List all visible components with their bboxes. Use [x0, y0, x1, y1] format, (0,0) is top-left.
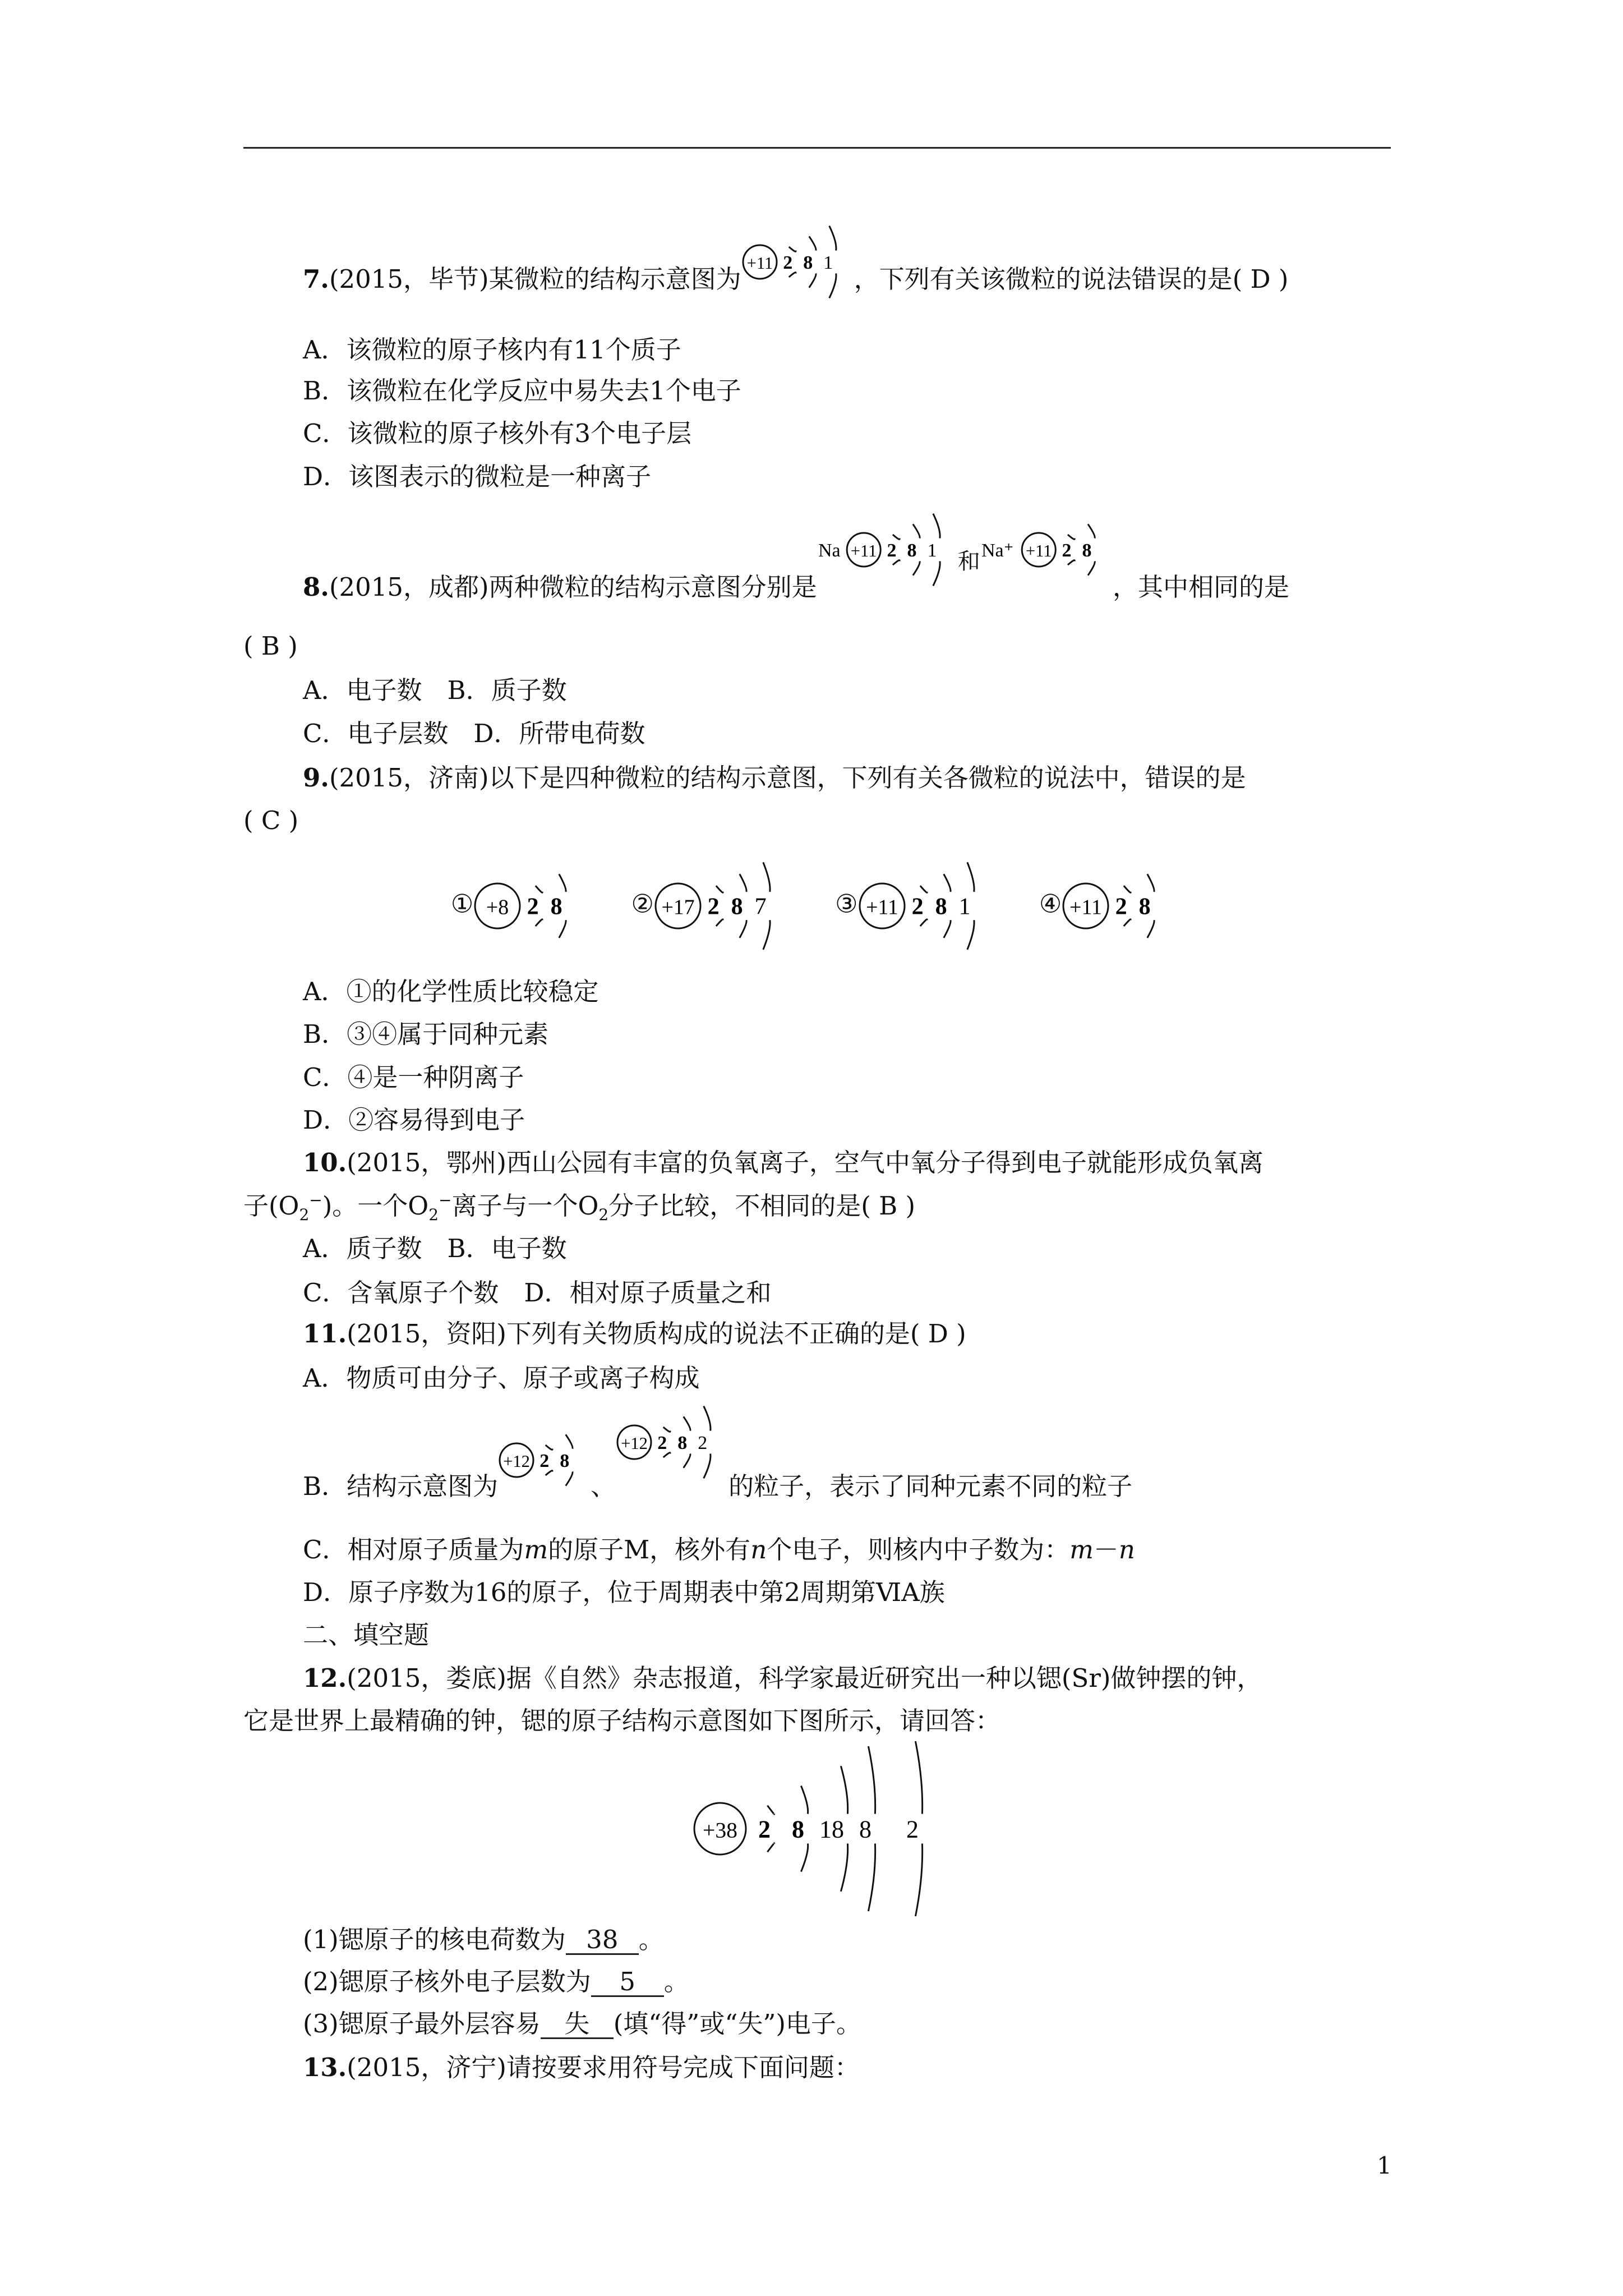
subscript: 2 — [428, 1205, 439, 1224]
nucleus-charge: +11 — [850, 541, 877, 560]
electron-shell-arc-lower — [892, 560, 899, 565]
sub-question-text: (2)锶原子核外电子层数为 — [303, 1967, 591, 1996]
sub-question-text: (填“得”或“失”)电子。 — [613, 2009, 861, 2039]
sub-question-text: (3)锶原子最外层容易 — [303, 2009, 541, 2039]
stem-text: 分子比较，不相同的是( B ) — [608, 1191, 916, 1221]
options-ab: A．电子数 B．质子数 — [303, 675, 567, 705]
electron-shell-arc-upper — [740, 874, 746, 892]
option-c — [303, 1534, 1135, 1566]
element-symbol: Na⁺ — [981, 540, 1014, 561]
stem-text: ，下列有关该微粒的说法错误的是( D ) — [854, 264, 1289, 294]
stem-text: (2015，成都)两种微粒的结构示意图分别是 — [329, 572, 817, 602]
question-7-stem — [303, 252, 1289, 295]
question-number: 9. — [303, 763, 329, 793]
stem-text: (2015，娄底)据《自然》杂志报道，科学家最近研究出一种以锶(Sr)做钟摆的钟， — [347, 1663, 1262, 1693]
electron-shell-arc-lower — [559, 920, 566, 938]
atom-svg — [498, 1412, 591, 1508]
nucleus-charge: +11 — [1025, 541, 1052, 560]
nucleus-charge: +11 — [865, 895, 898, 919]
option-d: D．②容易得到电子 — [303, 1105, 525, 1135]
variable-m: m — [524, 1535, 548, 1565]
option-c: C．④是一种阴离子 — [303, 1062, 524, 1092]
nucleus-charge: +11 — [1069, 895, 1103, 919]
atom-svg — [817, 502, 958, 597]
shell-electron-count: 2 — [1115, 894, 1127, 920]
question-number: 11. — [303, 1319, 347, 1349]
electron-shell-arc-lower — [801, 1843, 808, 1871]
answer-blank[interactable]: 失 — [541, 2010, 614, 2039]
option-text: 的粒子，表示了同种元素不同的粒子 — [728, 1471, 1133, 1501]
page-number: 1 — [1377, 2152, 1392, 2179]
atom-diagram-sr — [693, 1739, 931, 1918]
question-10-stem-cont — [243, 1190, 915, 1222]
question-13-stem — [303, 2052, 860, 2083]
option-a: A．该微粒的原子核内有11个质子 — [303, 335, 681, 365]
electron-shell-arc-lower — [684, 1453, 690, 1467]
electron-shell-arc-upper — [1088, 524, 1095, 538]
electron-shell-arc-upper — [915, 1741, 922, 1814]
electron-shell-arc-lower — [546, 1471, 552, 1475]
shell-electron-count: 8 — [677, 1432, 688, 1453]
atom-diagram-q7 — [741, 252, 854, 295]
electron-shell-arc-lower — [536, 919, 542, 926]
electron-shell-arc-upper — [933, 514, 939, 539]
sub-question-text: 。 — [638, 1925, 664, 1954]
electron-shell-arc-upper — [829, 226, 836, 251]
electron-shell-arc-upper — [566, 1434, 573, 1448]
electron-shell-arc-lower — [920, 919, 926, 926]
shell-electron-count: 2 — [1062, 540, 1072, 561]
electron-shell-arc-upper — [536, 886, 542, 892]
shell-electron-count: 2 — [782, 252, 792, 273]
question-10-stem — [303, 1147, 1264, 1179]
electron-shell-arc-lower — [704, 1453, 711, 1478]
question-number: 13. — [303, 2053, 347, 2082]
electron-shell-arc-upper — [801, 1786, 808, 1814]
electron-shell-arc-upper — [546, 1445, 552, 1450]
variable-m: m — [1069, 1535, 1094, 1565]
option-b — [303, 1432, 1133, 1502]
shell-electron-count: 2 — [887, 540, 897, 561]
electron-shell-arc-lower — [809, 273, 815, 287]
atom-svg — [616, 1395, 728, 1490]
section-heading: 二、填空题 — [303, 1620, 430, 1650]
option-text: B．结构示意图为 — [303, 1471, 499, 1501]
answer-blank[interactable]: 38 — [566, 1926, 639, 1955]
atom-diagram-3 — [858, 853, 992, 959]
electron-shell-arc-upper — [716, 886, 723, 892]
minus-sign: － — [1093, 1535, 1119, 1565]
electron-shell-arc-lower — [740, 920, 746, 938]
stem-text: 和 — [957, 549, 980, 574]
shell-electron-count: 2 — [707, 894, 720, 920]
electron-shell-arc-lower — [663, 1453, 670, 1457]
electron-shell-arc-upper — [704, 1406, 711, 1431]
options-cd: C．含氧原子个数 D．相对原子质量之和 — [303, 1278, 772, 1308]
sub-question-3 — [303, 2008, 861, 2040]
stem-text: (2015，济宁)请按要求用符号完成下面问题： — [347, 2053, 860, 2082]
electron-shell-arc-upper — [767, 1806, 774, 1815]
stem-text: (2015，毕节)某微粒的结构示意图为 — [329, 264, 741, 294]
option-a: A．物质可由分子、原子或离子构成 — [303, 1363, 700, 1393]
answer: ( B ) — [243, 631, 298, 661]
shell-electron-count: 8 — [907, 540, 917, 561]
nucleus-charge: +12 — [503, 1451, 531, 1471]
electron-shell-arc-lower — [868, 1843, 875, 1911]
shell-electron-count: 2 — [527, 894, 539, 920]
electron-shell-arc-lower — [1068, 560, 1075, 565]
option-c: C．该微粒的原子核外有3个电子层 — [303, 418, 692, 448]
atom-svg — [654, 853, 788, 959]
atom-diagram-na — [817, 540, 958, 603]
shell-electron-count: 8 — [560, 1450, 570, 1471]
electron-shell-arc-upper — [892, 535, 899, 539]
shell-electron-count: 8 — [550, 894, 562, 920]
options-cd: C．电子层数 D．所带电荷数 — [303, 719, 645, 748]
atom-svg — [741, 214, 854, 310]
atom-svg — [980, 502, 1113, 597]
shell-electron-count: 2 — [540, 1450, 550, 1471]
marker-1: ① — [450, 889, 474, 919]
electron-shell-arc-lower — [1088, 561, 1095, 575]
subscript: 2 — [598, 1205, 609, 1224]
sub-question-text: (1)锶原子的核电荷数为 — [303, 1925, 566, 1954]
electron-shell-arc-upper — [663, 1427, 670, 1432]
nucleus-charge: +11 — [746, 253, 773, 273]
shell-electron-count: 2 — [906, 1815, 919, 1843]
shell-electron-count: 8 — [859, 1815, 872, 1843]
option-text: 的原子M，核外有 — [548, 1535, 751, 1565]
electron-shell-arc-lower — [967, 920, 974, 950]
answer-blank[interactable]: 5 — [591, 1968, 664, 1997]
option-b: B．③④属于同种元素 — [303, 1019, 549, 1049]
marker-3: ③ — [835, 889, 858, 919]
shell-electron-count: 1 — [927, 540, 937, 561]
electron-shell-arc-upper — [1068, 535, 1075, 539]
electron-shell-arc-upper — [789, 247, 795, 251]
electron-shell-arc-upper — [1147, 874, 1154, 892]
option-text: C．相对原子质量为 — [303, 1535, 524, 1565]
option-a: A．①的化学性质比较稳定 — [303, 977, 599, 1006]
option-text: 、 — [591, 1471, 616, 1501]
stem-text: (2015，鄂州)西山公园有丰富的负氧离子，空气中氧分子得到电子就能形成负氧离 — [347, 1148, 1264, 1177]
question-11-stem — [303, 1318, 966, 1350]
nucleus-charge: +12 — [621, 1433, 648, 1453]
electron-shell-arc-upper — [920, 886, 926, 892]
electron-shell-arc-lower — [912, 561, 919, 575]
question-9-stem — [303, 762, 1246, 794]
electron-shell-arc-upper — [841, 1766, 847, 1814]
electron-shell-arc-upper — [868, 1746, 875, 1814]
stem-text: ，其中相同的是 — [1113, 572, 1290, 602]
shell-electron-count: 1 — [958, 894, 971, 920]
sub-question-1 — [303, 1924, 664, 1955]
electron-shell-arc-lower — [767, 1843, 774, 1852]
superscript: − — [309, 1191, 322, 1209]
electron-shell-arc-upper — [912, 524, 919, 538]
stem-text: (2015，济南)以下是四种微粒的结构示意图，下列有关各微粒的说法中，错误的是 — [329, 763, 1246, 793]
electron-shell-arc-lower — [915, 1843, 922, 1916]
question-number: 10. — [303, 1148, 347, 1177]
q9-diagrams — [0, 853, 1623, 959]
shell-electron-count: 2 — [911, 894, 924, 920]
shell-electron-count: 8 — [731, 894, 743, 920]
stem-text: 子(O — [243, 1191, 299, 1221]
answer: ( C ) — [243, 806, 299, 835]
question-12-stem — [303, 1663, 1262, 1694]
electron-shell-arc-upper — [763, 862, 770, 892]
option-text: 个电子，则核内中子数为： — [767, 1535, 1070, 1565]
electron-shell-arc-upper — [809, 236, 815, 250]
shell-electron-count: 1 — [823, 252, 833, 273]
electron-shell-arc-lower — [1147, 920, 1154, 938]
electron-shell-arc-lower — [763, 920, 770, 950]
variable-n: n — [750, 1535, 767, 1565]
stem-text: )。一个O — [322, 1191, 429, 1221]
shell-electron-count: 2 — [758, 1815, 771, 1843]
atom-svg — [1062, 853, 1172, 959]
question-8-stem — [303, 540, 1290, 603]
question-number: 7. — [303, 264, 329, 294]
electron-shell-arc-lower — [933, 561, 939, 586]
electron-shell-arc-lower — [1124, 919, 1131, 926]
sub-question-2 — [303, 1966, 689, 1998]
option-d: D．原子序数为16的原子，位于周期表中第2周期第ⅥA族 — [303, 1577, 945, 1607]
atom-diagram-1 — [473, 853, 584, 959]
marker-2: ② — [631, 889, 654, 919]
shell-electron-count: 2 — [657, 1432, 667, 1453]
question-12-stem-cont: 它是世界上最精确的钟，锶的原子结构示意图如下图所示，请回答： — [243, 1706, 1001, 1736]
electron-shell-arc-upper — [943, 874, 950, 892]
atom-diagram-na-ion — [980, 540, 1113, 603]
question-number: 8. — [303, 572, 329, 602]
option-b: B．该微粒在化学反应中易失去1个电子 — [303, 376, 741, 406]
atom-diagram-mg — [498, 1450, 591, 1502]
superscript: − — [439, 1191, 452, 1209]
nucleus-charge: +17 — [661, 895, 695, 919]
atom-svg — [858, 853, 992, 959]
sub-question-text: 。 — [663, 1967, 689, 1996]
nucleus-charge: +8 — [486, 895, 509, 919]
shell-electron-count: 8 — [1138, 894, 1151, 920]
stem-text: (2015，资阳)下列有关物质构成的说法不正确的是( D ) — [347, 1319, 966, 1349]
stem-text: 离子与一个O — [451, 1191, 599, 1221]
electron-shell-arc-lower — [943, 920, 950, 938]
shell-electron-count: 8 — [1082, 540, 1092, 561]
header-rule — [243, 147, 1391, 149]
element-symbol: Na — [818, 540, 841, 561]
shell-electron-count: 8 — [803, 252, 813, 273]
shell-electron-count: 8 — [791, 1815, 804, 1843]
shell-electron-count: 2 — [698, 1432, 708, 1453]
electron-shell-arc-lower — [789, 273, 795, 277]
subscript: 2 — [299, 1205, 310, 1224]
shell-electron-count: 18 — [819, 1815, 844, 1843]
options-ab: A．质子数 B．电子数 — [303, 1234, 567, 1263]
electron-shell-arc-lower — [829, 273, 836, 298]
electron-shell-arc-lower — [716, 919, 723, 926]
marker-4: ④ — [1039, 889, 1062, 919]
option-d: D．该图表示的微粒是一种离子 — [303, 462, 652, 491]
atom-svg — [693, 1739, 931, 1918]
electron-shell-arc-upper — [559, 874, 566, 892]
question-number: 12. — [303, 1663, 347, 1693]
electron-shell-arc-lower — [566, 1471, 573, 1485]
electron-shell-arc-upper — [684, 1416, 690, 1430]
electron-shell-arc-upper — [967, 862, 974, 892]
atom-diagram-2 — [654, 853, 788, 959]
atom-diagram-4 — [1062, 853, 1172, 959]
shell-electron-count: 8 — [935, 894, 947, 920]
atom-diagram-mg2 — [616, 1432, 728, 1502]
nucleus-charge: +38 — [702, 1818, 737, 1843]
sr-diagram-row — [0, 1739, 1623, 1918]
shell-electron-count: 7 — [754, 894, 767, 920]
variable-n: n — [1118, 1535, 1135, 1565]
electron-shell-arc-upper — [1124, 886, 1131, 892]
electron-shell-arc-lower — [841, 1843, 847, 1891]
atom-svg — [473, 853, 584, 959]
